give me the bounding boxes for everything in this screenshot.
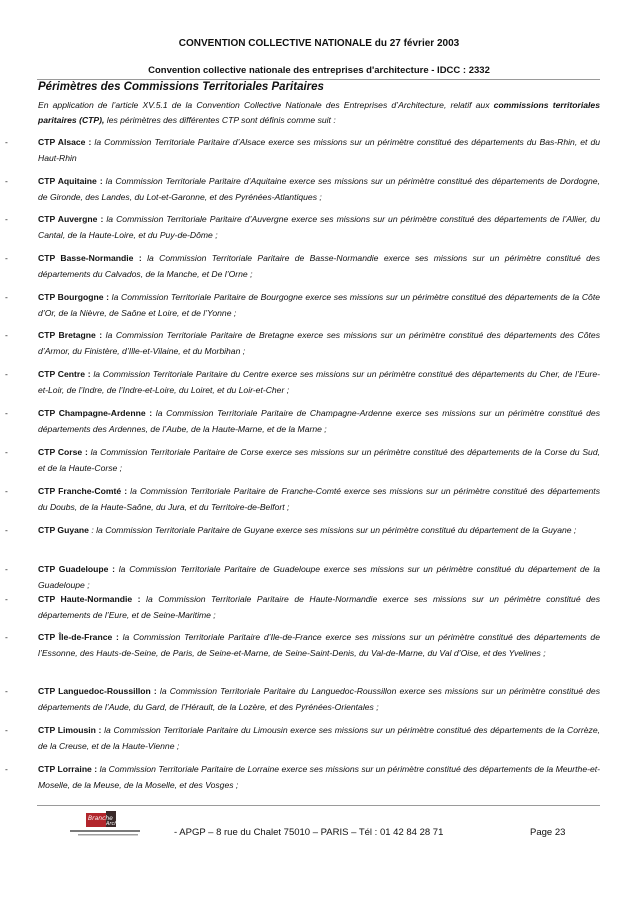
list-item-body: [38, 562, 600, 593]
ctp-label: CTP Basse-Normandie :: [38, 253, 142, 263]
list-dash: -: [5, 137, 8, 147]
list-dash: -: [5, 486, 8, 496]
ctp-label: CTP Lorraine :: [38, 764, 98, 774]
list-dash: -: [5, 330, 8, 340]
ctp-label: CTP Corse :: [38, 447, 88, 457]
footer-divider: [37, 805, 600, 806]
list-item-body: [38, 328, 600, 359]
logo-underline: [70, 830, 140, 832]
ctp-description: la Commission Territoriale Paritaire de Basse-Normandie exerce ses missions sur un périmètre constitué des départements du Calvados, de la Manche, et De l’Orne ;: [38, 253, 600, 279]
ctp-description: la Commission Territoriale Paritaire de Bretagne exerce ses missions sur un périmètre constitué des départements des Côtes d’Armor, du Finistère, d’Ille-et-Vilaine, et du Morbihan ;: [38, 330, 601, 356]
logo-wordmark: Branche: [88, 815, 113, 822]
list-item-body: [38, 523, 600, 539]
intro-text-2: les périmètres des différentes CTP sont définis comme suit :: [104, 115, 336, 125]
ctp-description: la Commission Territoriale Paritaire de Lorraine exerce ses missions sur un périmètre constitué des départements de la Meurthe-et-Moselle, de la Meuse, de la Moselle, et des Vosges ;: [38, 764, 600, 790]
list-item-body: [38, 290, 600, 321]
ctp-label: CTP Franche-Comté :: [38, 486, 128, 496]
list-item-body: [38, 406, 600, 437]
list-dash: -: [5, 253, 8, 263]
list-dash: -: [5, 176, 8, 186]
list-item-body: [38, 592, 600, 623]
ctp-description: la Commission Territoriale Paritaire du Languedoc-Roussillon exerce ses missions sur un périmètre constitué des départements de l’Aude, du Gard, de l’Hérault, de la Lozère, et des Pyrénées-Orientales ;: [38, 686, 601, 712]
ctp-description: la Commission Territoriale Paritaire d’Alsace exerce ses missions sur un périmètre constitué des départements du Bas-Rhin, et du Haut-Rhin: [38, 137, 601, 163]
page-number: Page 23: [530, 827, 566, 838]
list-item-body: [38, 684, 600, 715]
list-item-body: [38, 174, 600, 205]
ctp-label: CTP Haute-Normandie :: [38, 594, 141, 604]
footer-address: - APGP – 8 rue du Chalet 75010 – PARIS – Tél : 01 42 84 28 71: [174, 827, 444, 838]
list-item-body: [38, 723, 600, 754]
list-item-body: [38, 251, 600, 282]
ctp-label: CTP Bretagne :: [38, 330, 103, 340]
list-dash: -: [5, 214, 8, 224]
ctp-label: CTP Auvergne :: [38, 214, 104, 224]
ctp-description: la Commission Territoriale Paritaire de Guadeloupe exerce ses missions sur un périmètre constitué du département de la Guadeloupe ;: [38, 564, 601, 590]
ctp-description: la Commission Territoriale Paritaire d’Aquitaine exerce ses missions sur un périmètre constitué des départements de Dordogne, de Gironde, des Landes, du Lot-et-Garonne, et des Pyrénées-Atlantiques ;: [38, 176, 600, 202]
list-item-body: [38, 445, 600, 476]
ctp-description: la Commission Territoriale Paritaire de Franche-Comté exerce ses missions sur un périmètre constitué des départements du Doubs, de la Haute-Saône, du Jura, et du Territoire-de-Belfort ;: [38, 486, 600, 512]
ctp-description: la Commission Territoriale Paritaire de Bourgogne exerce ses missions sur un périmètre constitué des départements de la Côte d’Or, de la Nièvre, de Saône et Loire, et de l’Yonne ;: [38, 292, 601, 318]
document-subtitle: Convention collective nationale des entreprises d'architecture - IDCC : 2332: [148, 65, 490, 76]
ctp-description: la Commission Territoriale Paritaire d’Ile-de-France exerce ses missions sur un périmètre constitué des départements de l’Essonne, des Hauts-de-Seine, de Paris, de Seine-et-Marne, de Seine-Saint-Denis, du Val-de-Marne, du Val d’Oise, et des Yvelines ;: [38, 632, 600, 658]
list-dash: -: [5, 292, 8, 302]
list-item-body: [38, 367, 600, 398]
list-dash: -: [5, 686, 8, 696]
list-dash: -: [5, 369, 8, 379]
list-item-body: [38, 212, 600, 243]
ctp-description: la Commission Territoriale Paritaire du Limousin exerce ses missions sur un périmètre constitué des départements de la Corrèze, de la Creuse, et de la Haute-Vienne ;: [38, 725, 600, 751]
ctp-description: : la Commission Territoriale Paritaire de Guyane exerce ses missions sur un périmètre constitué du département de la Guyane ;: [88, 525, 577, 535]
logo-tagline: [78, 834, 138, 836]
list-dash: -: [5, 564, 8, 574]
list-dash: -: [5, 408, 8, 418]
ctp-label: CTP Guyane: [38, 525, 89, 535]
intro-bold-term: commissions territoriales paritaires (CTP),: [38, 100, 600, 125]
list-dash: -: [5, 725, 8, 735]
ctp-label: CTP Champagne-Ardenne :: [38, 408, 153, 418]
ctp-label: CTP Bourgogne :: [38, 292, 110, 302]
ctp-label: CTP Aquitaine :: [38, 176, 103, 186]
list-dash: -: [5, 447, 8, 457]
ctp-description: la Commission Territoriale Paritaire du Centre exerce ses missions sur un périmètre constitué des départements du Cher, de l’Eure-et-Loir, de l’Indre, de l’Indre-et-Loire, du Loiret, et du Loir-et-Cher ;: [38, 369, 601, 395]
header-divider: [37, 79, 600, 80]
list-dash: -: [5, 525, 8, 535]
ctp-label: CTP Centre :: [38, 369, 91, 379]
section-heading: Périmètres des Commissions Territoriales Paritaires: [38, 81, 324, 93]
ctp-description: la Commission Territoriale Paritaire de Champagne-Ardenne exerce ses missions sur un périmètre constitué des départements des Ardennes, de l’Aube, de la Haute-Marne, et de la Marne ;: [38, 408, 600, 434]
ctp-description: la Commission Territoriale Paritaire d’Auvergne exerce ses missions sur un périmètre constitué des départements de l’Allier, du Cantal, de la Haute-Loire, et du Puy-de-Dôme ;: [38, 214, 600, 240]
intro-text-1: En application de l’article XV.5.1 de la Convention Collective Nationale des Entreprises d’Architecture, relatif aux: [38, 100, 494, 110]
ctp-label: CTP Alsace :: [38, 137, 92, 147]
ctp-label: CTP Île-de-France :: [38, 632, 119, 642]
list-item-body: [38, 135, 600, 166]
list-dash: -: [5, 594, 8, 604]
list-item-body: [38, 630, 600, 661]
logo-wordmark-2: Architecture: [106, 821, 137, 827]
ctp-label: CTP Languedoc-Roussillon :: [38, 686, 157, 696]
intro-paragraph: [38, 98, 600, 128]
ctp-description: la Commission Territoriale Paritaire de Haute-Normandie exerce ses missions sur un périmètre constitué des départements de l’Eure, et de Seine-Maritime ;: [38, 594, 600, 620]
list-item-body: [38, 484, 600, 515]
list-dash: -: [5, 764, 8, 774]
list-item-body: [38, 762, 600, 793]
ctp-label: CTP Guadeloupe :: [38, 564, 116, 574]
list-dash: -: [5, 632, 8, 642]
ctp-description: la Commission Territoriale Paritaire de Corse exerce ses missions sur un périmètre constitué des départements de la Corse du Sud, et de la Haute-Corse ;: [38, 447, 600, 473]
branche-architecture-logo: [68, 809, 160, 839]
document-title: CONVENTION COLLECTIVE NATIONALE du 27 février 2003: [178, 38, 460, 49]
ctp-label: CTP Limousin :: [38, 725, 102, 735]
